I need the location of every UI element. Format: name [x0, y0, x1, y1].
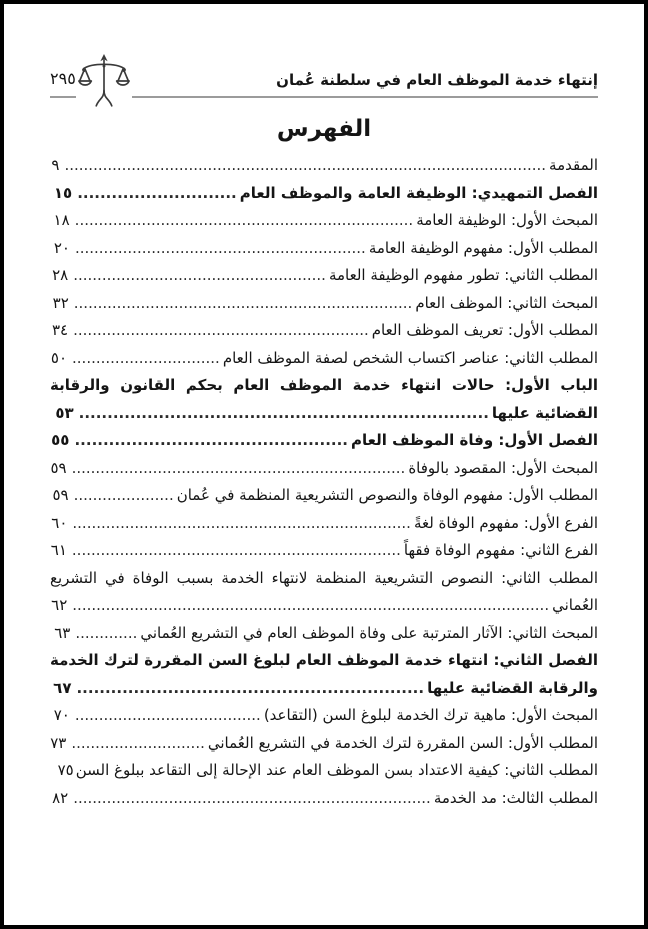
- toc-entry-page: ٣٤: [52, 321, 69, 339]
- toc-entry: [50, 482, 598, 510]
- toc-entry-title: المقدمة: [549, 156, 598, 174]
- toc-entry-title: الفصل الثاني: انتهاء خدمة الموظف العام لبلوغ السن المقررة لترك الخدمة والرقابة القضائية عليها: [50, 651, 598, 697]
- toc-entry-title: المطلب الأول: السن المقررة لترك الخدمة في التشريع العُماني: [207, 733, 598, 752]
- toc-entry: [50, 427, 598, 455]
- toc-entry-title: المبحث الأول: ماهية ترك الخدمة لبلوغ السن (التقاعد): [263, 706, 598, 724]
- toc-entry: [50, 537, 598, 565]
- toc-entry: [50, 785, 598, 813]
- toc-entry: [50, 565, 598, 620]
- toc-entry-page: ٦٧: [53, 678, 72, 697]
- toc-entry-title: الفرع الثاني: مفهوم الوفاة فقهاً: [403, 541, 598, 559]
- dot-leader: .......................................................................: [73, 293, 413, 312]
- toc-entry-page: ٦٢: [51, 596, 68, 614]
- toc-entry: [50, 647, 598, 702]
- dot-leader: ................................................: [74, 431, 348, 449]
- toc-entry-page: ٥٥: [51, 431, 70, 449]
- toc-entry-page: ٥٩: [50, 458, 67, 477]
- toc-entry: [50, 510, 598, 538]
- toc-entry-title: المطلب الأول: مفهوم الوظيفة العامة: [368, 238, 598, 257]
- dot-leader: ..............................................................: [73, 321, 369, 339]
- page-header: [50, 4, 598, 98]
- dot-leader: .............: [75, 623, 138, 642]
- toc-entry-title: الفصل التمهيدي: الوظيفة العامة والموظف العام: [239, 183, 598, 202]
- toc-entry-title: المبحث الثاني: الآثار المترتبة على وفاة الموظف العام في التشريع العُماني: [140, 623, 598, 642]
- toc-entry-page: ٦٣: [54, 623, 71, 642]
- toc-entry-page: ٥٠: [50, 348, 68, 367]
- page-number: ٢٩٥: [50, 69, 76, 88]
- toc-entry: [50, 317, 598, 345]
- dot-leader: .....................: [73, 486, 174, 504]
- dot-leader: .....................................................................................................: [64, 156, 547, 174]
- toc-entry-title: الفرع الأول: مفهوم الوفاة لغةً: [413, 513, 598, 532]
- toc-entry: [50, 235, 598, 263]
- toc-entry-title: المطلب الثاني: تطور مفهوم الوظيفة العامة: [328, 266, 598, 284]
- page-content: [4, 4, 644, 812]
- toc-entry-page: ١٨: [53, 211, 70, 229]
- toc-entry-page: ٧٣: [50, 733, 67, 752]
- toc-entry-page: ٦١: [50, 541, 67, 559]
- toc-entry-page: ٣٢: [52, 293, 69, 312]
- toc-entry-title: المطلب الأول: مفهوم الوفاة والنصوص التشريعية المنظمة في عُمان: [176, 486, 598, 504]
- toc-entry: [50, 455, 598, 483]
- dot-leader: ...........................................................................: [73, 788, 431, 807]
- toc-entry-page: ١٥: [53, 183, 73, 202]
- toc-entry: [50, 757, 598, 785]
- scales-of-justice-icon: [76, 53, 132, 109]
- dot-leader: .....................................................: [73, 266, 326, 284]
- toc-entry-page: ٢٨: [52, 266, 69, 284]
- dot-leader: .......................................................................: [72, 513, 411, 532]
- book-title: إنتهاء خدمة الموظف العام في سلطنة عُمان: [276, 71, 598, 89]
- dot-leader: ......................................................................: [71, 458, 406, 477]
- dot-leader: .............................................................: [76, 678, 425, 697]
- toc-entry-page: ٦٠: [51, 513, 68, 532]
- toc-entry: [50, 372, 598, 427]
- toc-entry-title: المبحث الأول: الوظيفة العامة: [416, 211, 598, 229]
- toc-entry-page: ٥٣: [55, 403, 74, 422]
- toc-entry-title: المطلب الثالث: مد الخدمة: [433, 788, 598, 807]
- toc-entry-title: الفصل الأول: وفاة الموظف العام: [350, 431, 598, 449]
- dot-leader: [52, 761, 58, 779]
- toc-entry-title: المطلب الأول: تعريف الموظف العام: [371, 321, 598, 339]
- toc-entry: [50, 262, 598, 290]
- toc-entry-page: ٢٠: [53, 238, 70, 257]
- toc-entry-title: المطلب الثاني: عناصر اكتساب الشخص لصفة الموظف العام: [222, 348, 598, 367]
- toc-entry: [50, 207, 598, 235]
- dot-leader: ............................: [77, 183, 237, 202]
- toc-entry: [50, 730, 598, 758]
- toc-entry: [50, 702, 598, 730]
- dot-leader: .......................................: [74, 706, 261, 724]
- dot-leader: .............................................................: [74, 238, 366, 257]
- toc-entry-page: ٨٢: [52, 788, 69, 807]
- toc-entry-title: المطلب الثاني: النصوص التشريعية المنظمة لانتهاء الخدمة بسبب الوفاة في التشريع العُماني: [50, 568, 598, 614]
- toc-entry: [50, 180, 598, 208]
- toc-entry-page: ٧٠: [53, 706, 70, 724]
- toc-entry: [50, 345, 598, 373]
- toc-entry-title: المبحث الثاني: الموظف العام: [415, 293, 598, 312]
- toc-entry-page: ٧٥: [57, 761, 74, 779]
- toc-entry: [50, 620, 598, 648]
- dot-leader: ...............................: [72, 348, 220, 367]
- toc-entry-page: ٩: [51, 156, 60, 174]
- toc-entry: [50, 152, 598, 180]
- toc-entry-title: المطلب الثاني: كيفية الاعتداد بسن الموظف العام عند الإحالة إلى التقاعد ببلوغ السن: [75, 761, 598, 779]
- toc-list: [50, 152, 598, 812]
- dot-leader: ........................................................................: [78, 403, 489, 422]
- toc-entry-page: ٥٩: [52, 486, 69, 504]
- dot-leader: ............................: [71, 733, 205, 752]
- toc-entry-title: الباب الأول: حالات انتهاء خدمة الموظف العام بحكم القانون والرقابة القضائية عليها: [50, 376, 598, 422]
- toc-entry: [50, 290, 598, 318]
- toc-page-title: الفهرس: [276, 116, 372, 142]
- dot-leader: ....................................................................................................: [72, 596, 550, 614]
- dot-leader: .....................................................................: [71, 541, 401, 559]
- dot-leader: .......................................................................: [74, 211, 414, 229]
- toc-entry-title: المبحث الأول: المقصود بالوفاة: [408, 458, 598, 477]
